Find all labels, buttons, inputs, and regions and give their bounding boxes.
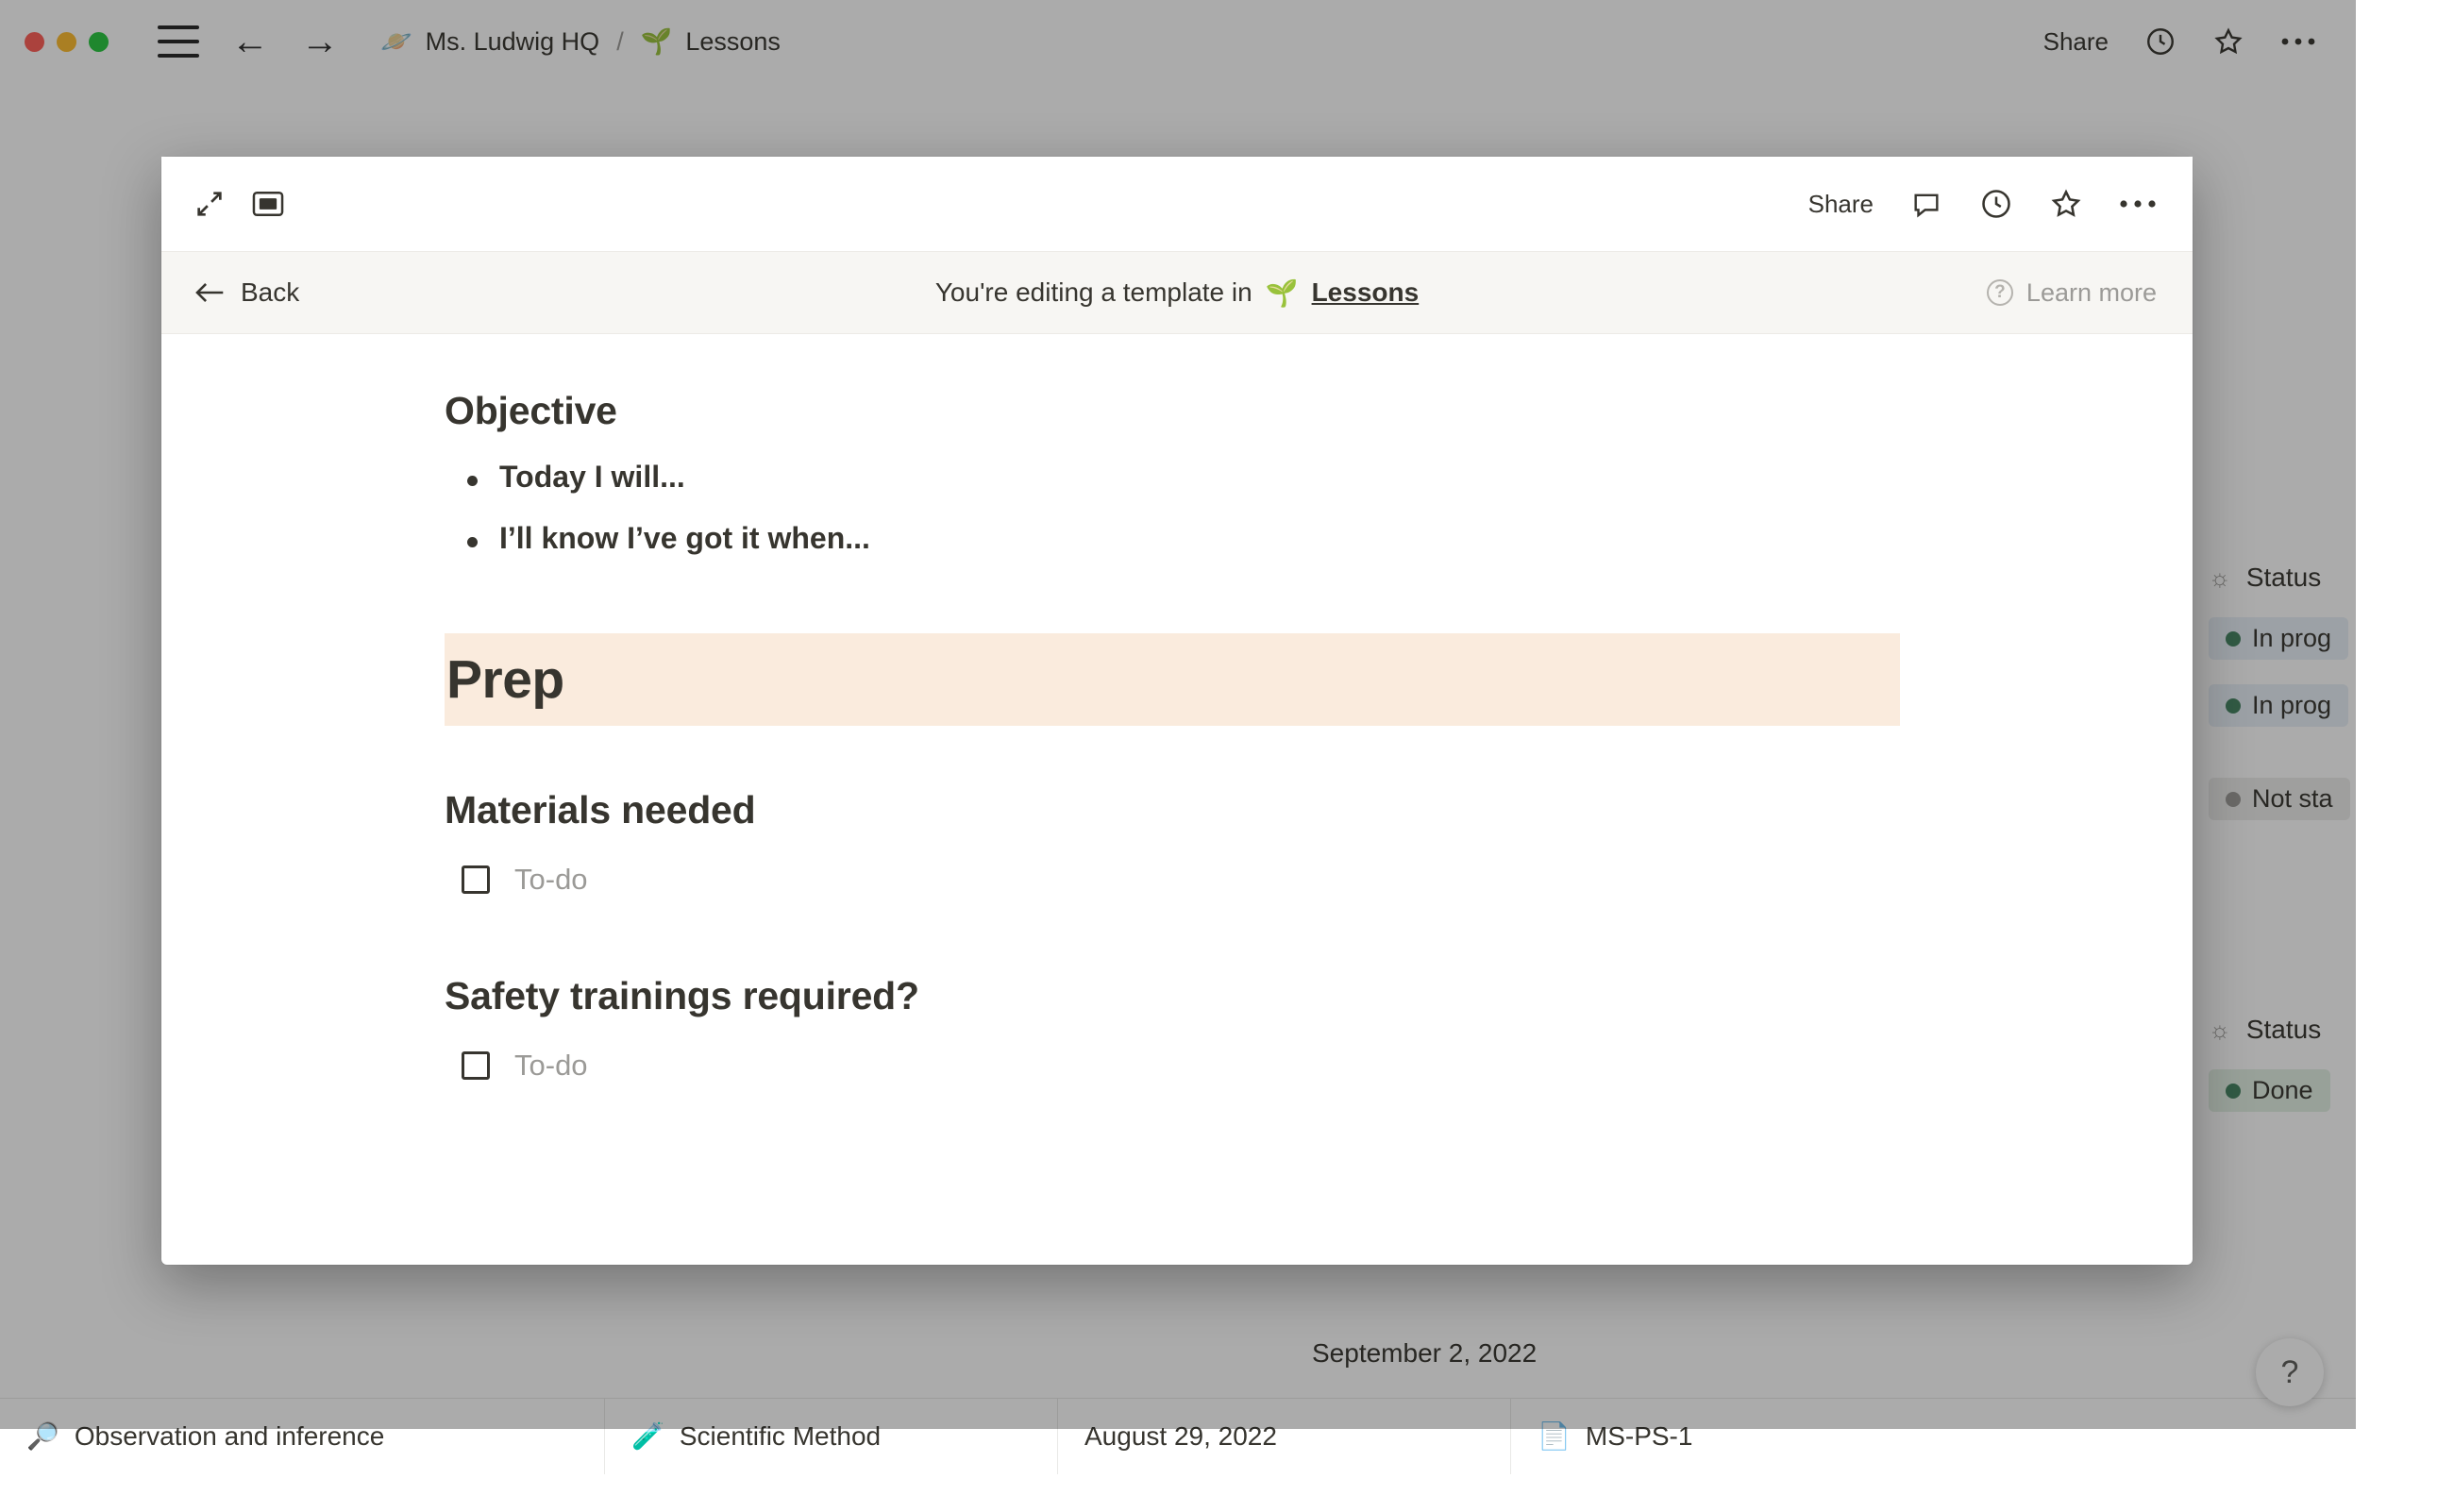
breadcrumb-item-lessons[interactable]: Lessons — [685, 26, 781, 56]
safety-heading: Safety trainings required? — [445, 974, 919, 1017]
share-button[interactable]: Share — [2042, 26, 2109, 56]
test-tube-icon: 🧪 — [631, 1421, 664, 1451]
breadcrumb-item-workspace[interactable]: Ms. Ludwig HQ — [425, 26, 600, 56]
status-header-label: Status — [2245, 563, 2322, 592]
back-button[interactable] — [193, 277, 299, 308]
prep-heading-block[interactable] — [445, 633, 1900, 726]
objective-heading: Objective — [445, 389, 617, 432]
modal-share-button[interactable]: Share — [1807, 189, 1874, 218]
side-peek-icon[interactable] — [252, 190, 284, 218]
learn-more-link[interactable] — [1987, 278, 2157, 308]
table-cell-date-partial: September 2, 2022 — [1312, 1338, 1538, 1368]
lesson-name-label: Observation and inference — [74, 1420, 385, 1451]
todo-label: To-do — [514, 863, 588, 896]
modal-actions — [1808, 187, 2157, 221]
lessons-database-link[interactable]: Lessons — [1311, 277, 1420, 307]
learn-more-label: Learn more — [2025, 277, 2157, 307]
forward-arrow-icon[interactable]: → — [301, 21, 339, 62]
back-button-label: Back — [241, 277, 300, 307]
expand-fullscreen-icon[interactable] — [193, 188, 226, 220]
help-button[interactable]: ? — [2256, 1338, 2324, 1406]
favorite-star-icon[interactable] — [2049, 187, 2083, 221]
template-notice-text — [161, 277, 2193, 309]
back-arrow-icon[interactable]: ← — [231, 21, 269, 62]
standard-label: MS-PS-1 — [1585, 1420, 1693, 1451]
list-item[interactable]: Today I will... — [445, 446, 1909, 508]
topic-label: Scientific Method — [679, 1420, 882, 1451]
modal-toolbar — [161, 157, 2193, 251]
status-property-icon: ☼ — [2209, 563, 2231, 592]
breadcrumb-separator: / — [616, 26, 624, 56]
status-badge-label: In prog — [2252, 691, 2332, 719]
comment-icon[interactable] — [1909, 188, 1943, 220]
safety-todo-item[interactable] — [445, 1032, 1909, 1100]
workspace-emoji-icon: 🪐 — [380, 27, 412, 56]
template-notice-bar — [161, 251, 2193, 334]
status-badge-label: In prog — [2252, 624, 2332, 652]
materials-heading: Materials needed — [445, 788, 756, 832]
status-header-label: Status — [2245, 1015, 2322, 1044]
status-badge-label: Not sta — [2252, 784, 2333, 813]
template-editor-modal — [161, 157, 2193, 1265]
lessons-emoji-icon: 🌱 — [640, 27, 673, 56]
more-options-icon[interactable] — [2119, 198, 2157, 210]
history-clock-icon[interactable] — [1979, 187, 2013, 221]
list-item[interactable]: I’ll know I’ve got it when... — [445, 508, 1909, 569]
question-mark-icon: ? — [1987, 279, 2013, 306]
lessons-emoji-icon: 🌱 — [1265, 277, 1299, 308]
date-label: August 29, 2022 — [1084, 1420, 1277, 1451]
magnifier-icon: 🔎 — [26, 1421, 59, 1451]
document-icon: 📄 — [1538, 1421, 1571, 1451]
template-document-body[interactable] — [161, 334, 2193, 1265]
prep-heading: Prep — [446, 649, 564, 710]
objective-list — [445, 446, 1909, 569]
status-badge-label: Done — [2252, 1076, 2313, 1104]
checkbox-icon[interactable] — [462, 865, 490, 894]
checkbox-icon[interactable] — [462, 1051, 490, 1080]
materials-todo-item[interactable] — [445, 846, 1909, 914]
todo-label: To-do — [514, 1049, 588, 1082]
status-property-icon: ☼ — [2209, 1015, 2231, 1044]
template-notice-message: You're editing a template in — [934, 277, 1252, 307]
